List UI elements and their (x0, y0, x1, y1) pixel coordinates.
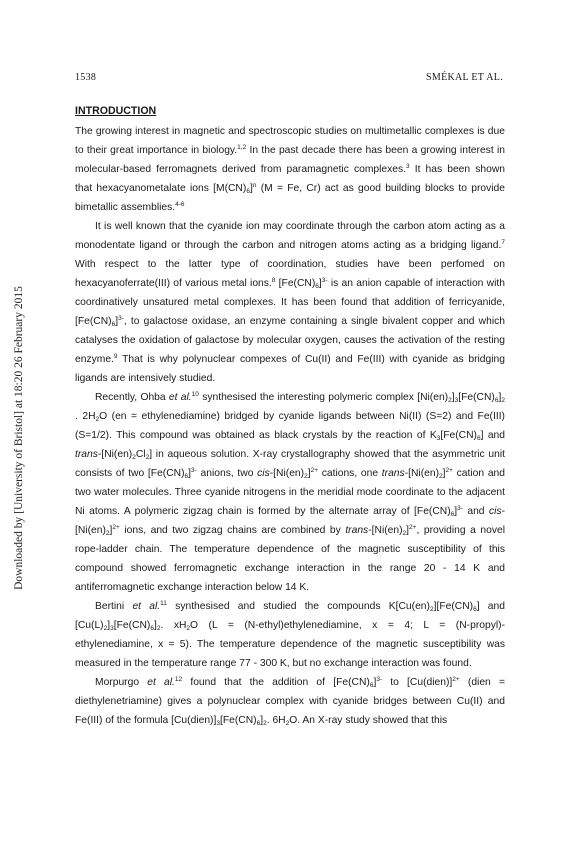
download-watermark (12, 268, 26, 608)
download-watermark-text: Downloaded by [University of Bristol] at 18:20 26 February 2015 (13, 286, 25, 590)
paragraph-1: The growing interest in magnetic and spectroscopic studies on multimetallic complexes is due to their great importance in biology.$^{1,2}$ In the past decade there has been a growing interest in molecular-based ferromagnets derived from paramagnetic complexes.$^3$ It has been shown that hexacyanometalate ions $[M(CN)_6]^n$ (M = Fe, Cr) act as good building blocks to provide bimetallic assemblies.$^{4-6}$ (75, 126, 506, 213)
running-head (75, 72, 503, 83)
paragraph-5: Morpurgo et al.$^{12}$ found that the addition of $[Fe(CN)_6]^{3-}$ to [Cu(dien)]$^{2+}$ (dien = diethylenetriamine) gives a polynuclear complex with cyanide bridges between Cu(II) and Fe(III) of the formula $[Cu(dien)]_3[Fe(CN)_6]_2$. $6H_2O$. An X-ray study showed that this (75, 676, 505, 727)
article-body (75, 102, 505, 730)
running-head-authors: SMÉKAL ET AL. (426, 72, 503, 83)
paragraph-2: It is well known that the cyanide ion may coordinate through the carbon atom acting as a monodentate ligand or through the carbon and nitrogen atoms acting as a bridging ligand.$^7$ With respect to the latter type of coordination, studies have been perfomed on hexacyanoferrate(III) of various metal ions.$^8$ $[Fe(CN)_6]^{3-}$ is an anion capable of interaction with coordinatively unsatured metal complexes. It has been found that addition of ferricyanide, $[Fe(CN)_6]^{3-}$, to galactose oxidase, an enzyme containing a single bivalent copper and which catalyses the oxidation of galactose by molecular oxygen, causes the activation of the resting enzyme.$^9$ That is why polynuclear compexes of Cu(II) and Fe(III) with cyanide as bridging ligands are intensively studied. (75, 221, 505, 384)
paragraph-4: Bertini et al.$^{11}$ synthesised and studied the compounds $K[Cu(en)_2][Fe(CN)_6]$ and $[Cu(L)_2]_3[Fe(CN)_6]_2$. $xH_2O$ (L = (N-ethyl)ethylenediamine, x = 4; L = (N-propyl)-ethylenediamine, x = 5). The temperature dependence of the magnetic susceptibility was measured in the temperature range 77 - 300 K, but no exchange interaction was found. (75, 600, 505, 669)
page-number: 1538 (75, 72, 97, 83)
paragraph-3: Recently, Ohba et al.$^{10}$ synthesised the interesting polymeric complex $[Ni(en)_2]_3[Fe(CN)_6]_2$ . $2H_2O$ (en = ethylenediamine) bridged by cyanide ligands between Ni(II) (S=2) and Fe(III) (S=1/2). This compound was obtained as black crystals by the reaction of $K_3[Fe(CN)_6]$ and trans-$[Ni(en)_2Cl_2]$ in aqueous solution. X-ray crystallography showed that the asymmetric unit consists of two $[Fe(CN)_6]^{3-}$ anions, two cis-$[Ni(en)_2]^{2+}$ cations, one trans-$[Ni(en)_2]^{2+}$ cation and two water molecules. Three cyanide nitrogens in the meridial mode coordinate to the adjacent Ni atoms. A polymeric zigzag chain is formed by the alternate array of $[Fe(CN)_6]^{3-}$ and cis-$[Ni(en)_2]^{2+}$ ions, and two zigzag chains are combined by trans-$[Ni(en)_2]^{2+}$, providing a novel rope-ladder chain. The temperature dependence of the magnetic susceptibility of this compound showed ferromagnetic exchange interaction in the range 20 - 14 K and antiferromagnetic exchange interaction below 14 K. (75, 391, 506, 593)
section-heading: INTRODUCTION (75, 105, 157, 117)
